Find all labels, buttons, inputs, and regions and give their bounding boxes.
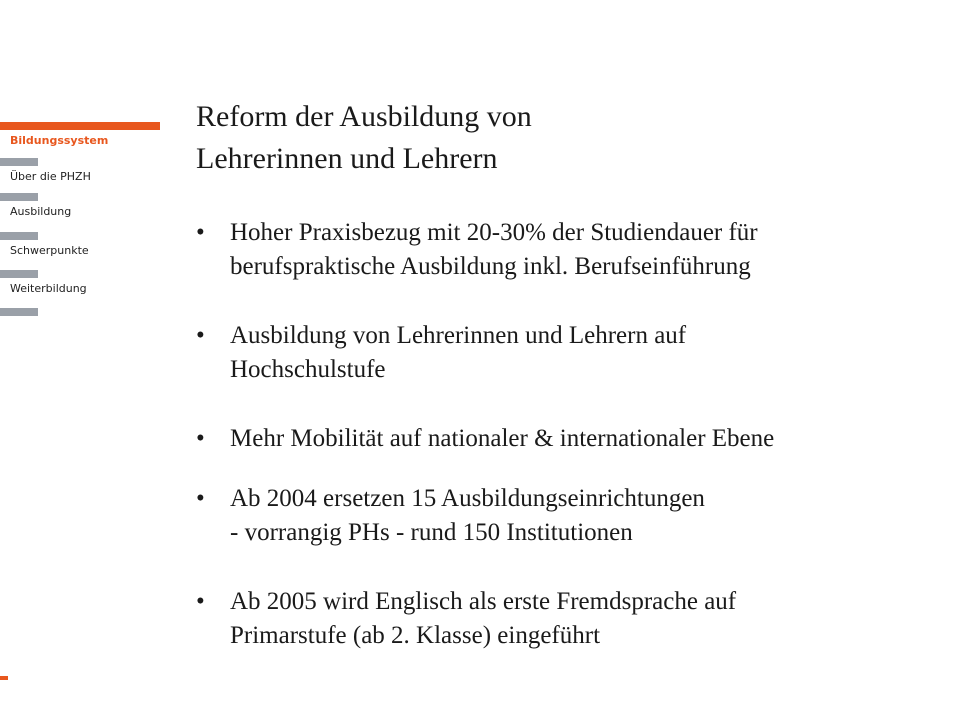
- bullet-item: [196, 216, 936, 284]
- bullet-text-line: Mehr Mobilität auf nationaler & internationaler Ebene: [230, 425, 775, 452]
- bullet-item: [196, 422, 936, 456]
- bullet-text-line: Ausbildung von Lehrerinnen und Lehrern auf: [230, 322, 687, 349]
- nav-item-schwerpunkte[interactable]: [0, 232, 160, 262]
- nav-bar: [0, 158, 38, 166]
- bullet-text-line: Ab 2004 ersetzen 15 Ausbildungseinrichtungen: [230, 485, 705, 512]
- bullet-icon: •: [196, 219, 205, 246]
- bullet-text-line: Hoher Praxisbezug mit 20-30% der Studiendauer für: [230, 219, 758, 246]
- nav-bar: [0, 232, 38, 240]
- bullet-text-line: - vorrangig PHs - rund 150 Institutionen: [230, 519, 633, 546]
- bullet-text-line: Hochschulstufe: [230, 356, 386, 383]
- nav-item-label: Über die PHZH: [10, 170, 91, 183]
- nav-item-ueber-die-phzh[interactable]: [0, 158, 160, 188]
- nav-bar: [0, 270, 38, 278]
- bullet-icon: •: [196, 588, 205, 615]
- nav-item-label: Bildungssystem: [10, 134, 109, 147]
- nav-item-ausbildung[interactable]: [0, 193, 160, 223]
- nav-bar: [0, 193, 38, 201]
- bullet-text-line: Ab 2005 wird Englisch als erste Fremdsprache auf: [230, 588, 737, 615]
- bullet-item: [196, 585, 936, 653]
- nav-item-label: Ausbildung: [10, 205, 72, 218]
- bullet-icon: •: [196, 425, 205, 452]
- bullet-text-line: Primarstufe (ab 2. Klasse) eingeführt: [230, 622, 601, 649]
- nav-bar: [0, 308, 38, 316]
- bullet-item: [196, 482, 936, 550]
- slide-title-line: Reform der Ausbildung von: [196, 100, 532, 133]
- bullet-list: [196, 216, 936, 688]
- bullet-text-line: berufspraktische Ausbildung inkl. Berufseinführung: [230, 253, 751, 280]
- nav-item-label: Schwerpunkte: [10, 244, 89, 257]
- nav-item-label: Weiterbildung: [10, 282, 87, 295]
- nav-item-weiterbildung[interactable]: [0, 270, 160, 300]
- bullet-icon: •: [196, 322, 205, 349]
- nav-active-bar: [0, 122, 160, 130]
- bullet-item: [196, 319, 936, 387]
- nav-item-bildungssystem[interactable]: [0, 122, 160, 152]
- slide-title: [196, 96, 916, 180]
- slide-title-line: Lehrerinnen und Lehrern: [196, 142, 498, 175]
- bullet-icon: •: [196, 485, 205, 512]
- corner-accent-mark: [0, 676, 8, 680]
